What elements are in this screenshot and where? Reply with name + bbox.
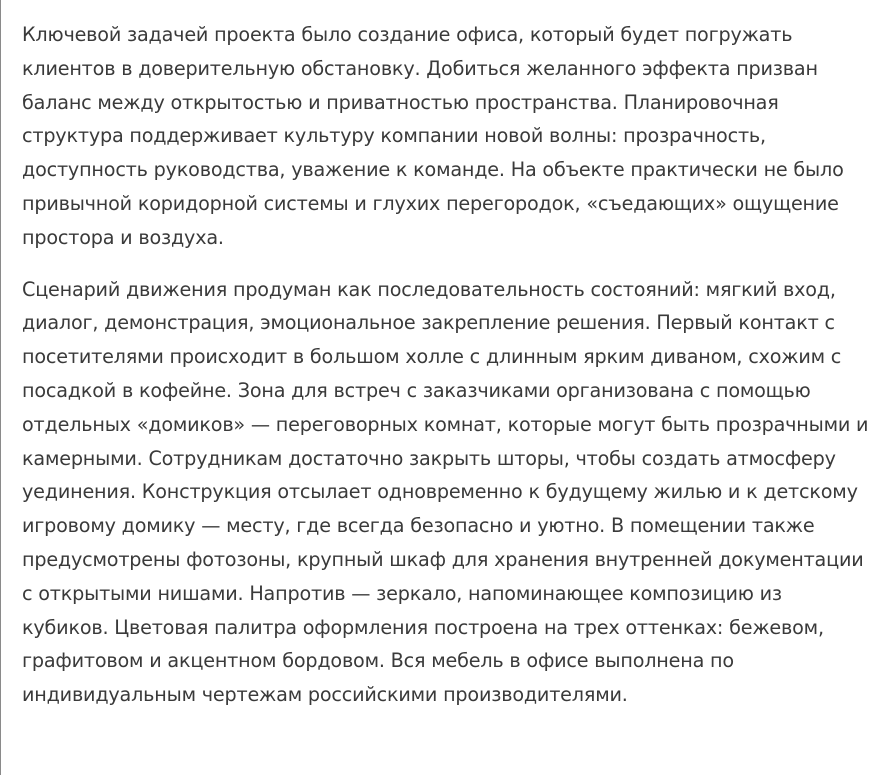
article-body [22, 18, 870, 712]
article-paragraph-1: Ключевой задачей проекта было создание офиса, который будет погружать клиентов в доверительную обстановку. Добиться желанного эффекта призван баланс между открытостью и приватностью пространства. Планировочная структура поддерживает культуру компании новой волны: прозрачность, доступность руководства, уважение к команде. На объекте практически не было привычной коридорной системы и глухих перегородок, «съедающих» ощущение простора и воздуха. [22, 23, 844, 249]
left-border-rule [0, 0, 1, 775]
article-paragraph-2: Сценарий движения продуман как последовательность состояний: мягкий вход, диалог, демонстрация, эмоциональное закрепление решения. Первый контакт с посетителями происходит в большом холле с длинным ярким диваном, схожим с посадкой в кофейне. Зона для встреч с заказчиками организована с помощью отдельных «домиков» — переговорных комнат, которые могут быть прозрачными и камерными. Сотрудникам достаточно закрыть шторы, чтобы создать атмосферу уединения. Конструкция отсылает одновременно к будущему жилью и к детскому игровому домику — месту, где всегда безопасно и уютно. В помещении также предусмотрены фотозоны, крупный шкаф для хранения внутренней документации с открытыми нишами. Напротив — зеркало, напоминающее композицию из кубиков. Цветовая палитра оформления построена на трех оттенках: бежевом, графитовом и акцентном бордовом. Вся мебель в офисе выполнена по индивидуальным чертежам российскими производителями. [22, 277, 869, 707]
